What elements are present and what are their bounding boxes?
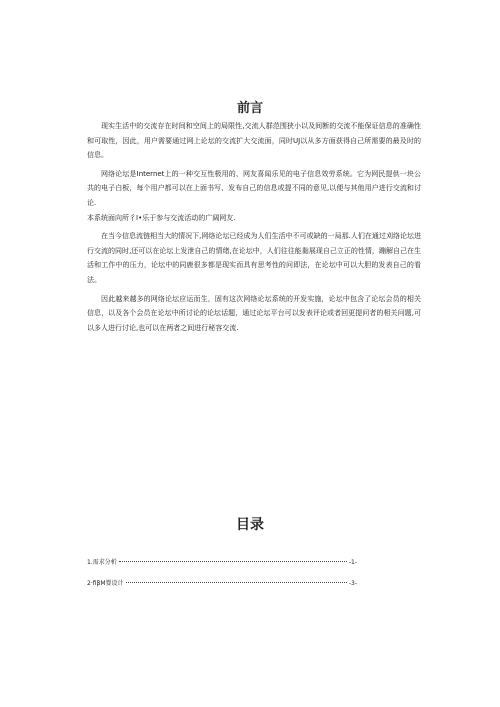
toc-entry[interactable] <box>87 557 357 569</box>
preface-paragraph-5: 因此越来越多的网络论坛应运而生，固有这次网络论坛系统的开发实施，论坛中包含了论坛会员的相关信息，以及各个会员在论坛中所讨论的论坛话题，通过论坛平台可以发表评论或者回更提问者的相关问题,可以多人进行讨论,也可以在两者之间进行秘容交流. <box>87 294 421 332</box>
toc-entry-label: 2·fiβM婴设计 <box>87 580 124 587</box>
toc-entry[interactable] <box>87 578 357 590</box>
toc-entry-page: -3- <box>348 580 357 587</box>
preface-paragraph-2: 网络论坛是Internet上的一种交互性极用的、网友喜闻乐见的电子信息效劳系统。它为网民提供一块公共的电子白板，每个用户都可以在上面书写、发布自己的信息或提不同的意见,以便与其他用户进行交流和讨论. <box>87 169 421 207</box>
preface-title: 前言 <box>236 101 263 116</box>
preface-body <box>87 119 421 335</box>
toc-entry-page: -1- <box>348 559 357 566</box>
table-of-contents <box>87 557 357 599</box>
preface-paragraph-1: 现实生活中的交流存在时间和空间上的局限性,交流人群范围狭小以及间断的交流不能保证信息的准确性和可取性，因此，用户需要通过网上论坛的交流扩大交流面，同时UJ以从多方面获得自己所需要的最及时的信息。 <box>87 122 421 160</box>
preface-paragraph-3: 本系统面向所彳I•乐于参与交流活动的广阔网友. <box>87 213 236 222</box>
toc-entry-label: 1.需求分析 <box>87 559 117 566</box>
toc-title: 目录 <box>236 517 264 533</box>
preface-paragraph-4: 在当今信息流链相当大的情况下,网络论坛已经成为人们生活中不可或缺的一局那.人们在通过刈络论坛进行交流的同时,还可以在论坛上发泄自己的情绪,在论坛中，人们往往能黏展现自己立正的性情，蹦解自己在生活和工作中的压力，论坛中的同鹿很多都是现实而具有思考性的问即法，在论坛中可以大胆的发表自己的看法。 <box>87 232 421 284</box>
toc-dot-leader <box>126 582 347 583</box>
toc-dot-leader <box>119 561 347 562</box>
